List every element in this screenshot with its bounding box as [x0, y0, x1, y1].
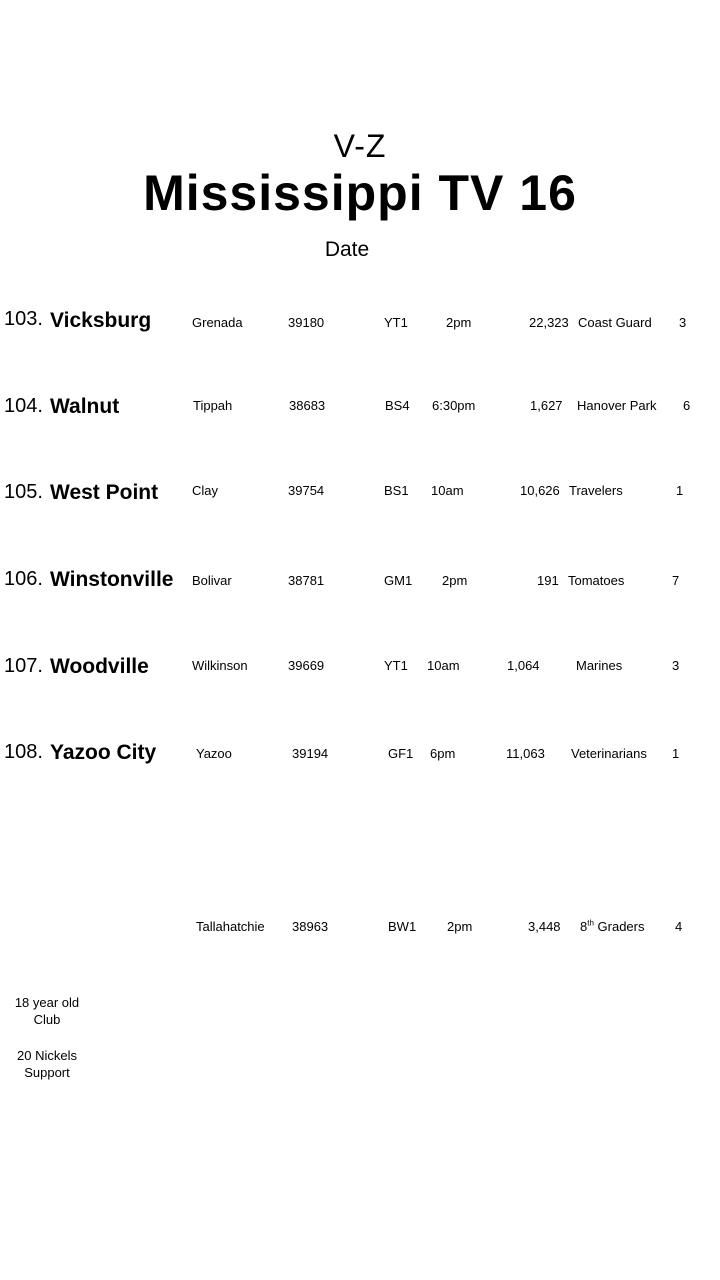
county: Wilkinson	[192, 658, 248, 673]
population: 22,323	[529, 315, 569, 330]
city-name: Walnut	[50, 395, 120, 418]
time: 10am	[427, 658, 460, 673]
county: Yazoo	[196, 746, 232, 761]
score: 1	[676, 483, 684, 498]
row-number: 104.	[4, 395, 43, 417]
note-line: Club	[33, 1012, 61, 1027]
note-club	[2, 994, 92, 1028]
code: GF1	[388, 746, 414, 761]
zip-code: 38683	[289, 398, 326, 413]
score: 4	[675, 919, 683, 934]
code: YT1	[384, 315, 408, 330]
range-label: V-Z	[333, 128, 387, 164]
zip-code: 39180	[288, 315, 325, 330]
score: 7	[672, 573, 680, 588]
note-line: Support	[24, 1065, 70, 1080]
code: BS1	[384, 483, 409, 498]
city-name: Vicksburg	[50, 309, 152, 332]
population: 10,626	[520, 483, 560, 498]
group: Coast Guard	[578, 315, 652, 330]
row-number: 105.	[4, 481, 43, 503]
county: Bolivar	[192, 573, 232, 588]
date-label: Date	[324, 238, 370, 261]
time: 2pm	[447, 919, 473, 934]
group-number: 8	[580, 919, 588, 934]
population: 1,627	[530, 398, 563, 413]
city-name: Winstonville	[50, 568, 174, 591]
zip-code: 38963	[292, 919, 329, 934]
group: Marines	[576, 658, 623, 673]
group	[580, 919, 644, 934]
city-name: Woodville	[50, 655, 149, 678]
code: BW1	[388, 919, 417, 934]
score: 3	[679, 315, 687, 330]
population: 1,064	[507, 658, 540, 673]
population: 3,448	[528, 919, 561, 934]
time: 6pm	[430, 746, 456, 761]
score: 1	[672, 746, 680, 761]
note-line: 18 year old	[14, 995, 80, 1010]
county: Clay	[192, 483, 219, 498]
group: Travelers	[569, 483, 623, 498]
group: Veterinarians	[571, 746, 647, 761]
score: 6	[683, 398, 691, 413]
group: Tomatoes	[568, 573, 625, 588]
time: 2pm	[446, 315, 472, 330]
time: 10am	[431, 483, 464, 498]
city-name: West Point	[50, 481, 159, 504]
population: 191	[537, 573, 559, 588]
county: Tippah	[193, 398, 233, 413]
population: 11,063	[506, 746, 545, 761]
row-number: 107.	[4, 655, 43, 677]
note-line: 20 Nickels	[17, 1048, 77, 1063]
row-number: 108.	[4, 741, 43, 763]
page-title: Mississippi TV 16	[143, 165, 577, 221]
zip-code: 39669	[288, 658, 325, 673]
code: GM1	[384, 573, 413, 588]
zip-code: 39754	[288, 483, 325, 498]
group-label: Graders	[593, 919, 645, 934]
county: Grenada	[192, 315, 243, 330]
county: Tallahatchie	[196, 919, 265, 934]
city-name: Yazoo City	[50, 741, 157, 764]
score: 3	[672, 658, 680, 673]
zip-code: 39194	[292, 746, 329, 761]
group: Hanover Park	[577, 398, 657, 413]
note-support	[2, 1047, 92, 1081]
code: BS4	[385, 398, 410, 413]
zip-code: 38781	[288, 573, 325, 588]
row-number: 103.	[4, 308, 43, 330]
row-number: 106.	[4, 568, 43, 590]
time: 6:30pm	[432, 398, 476, 413]
group-ordinal-suffix: th	[587, 918, 594, 928]
code: YT1	[384, 658, 408, 673]
time: 2pm	[442, 573, 468, 588]
